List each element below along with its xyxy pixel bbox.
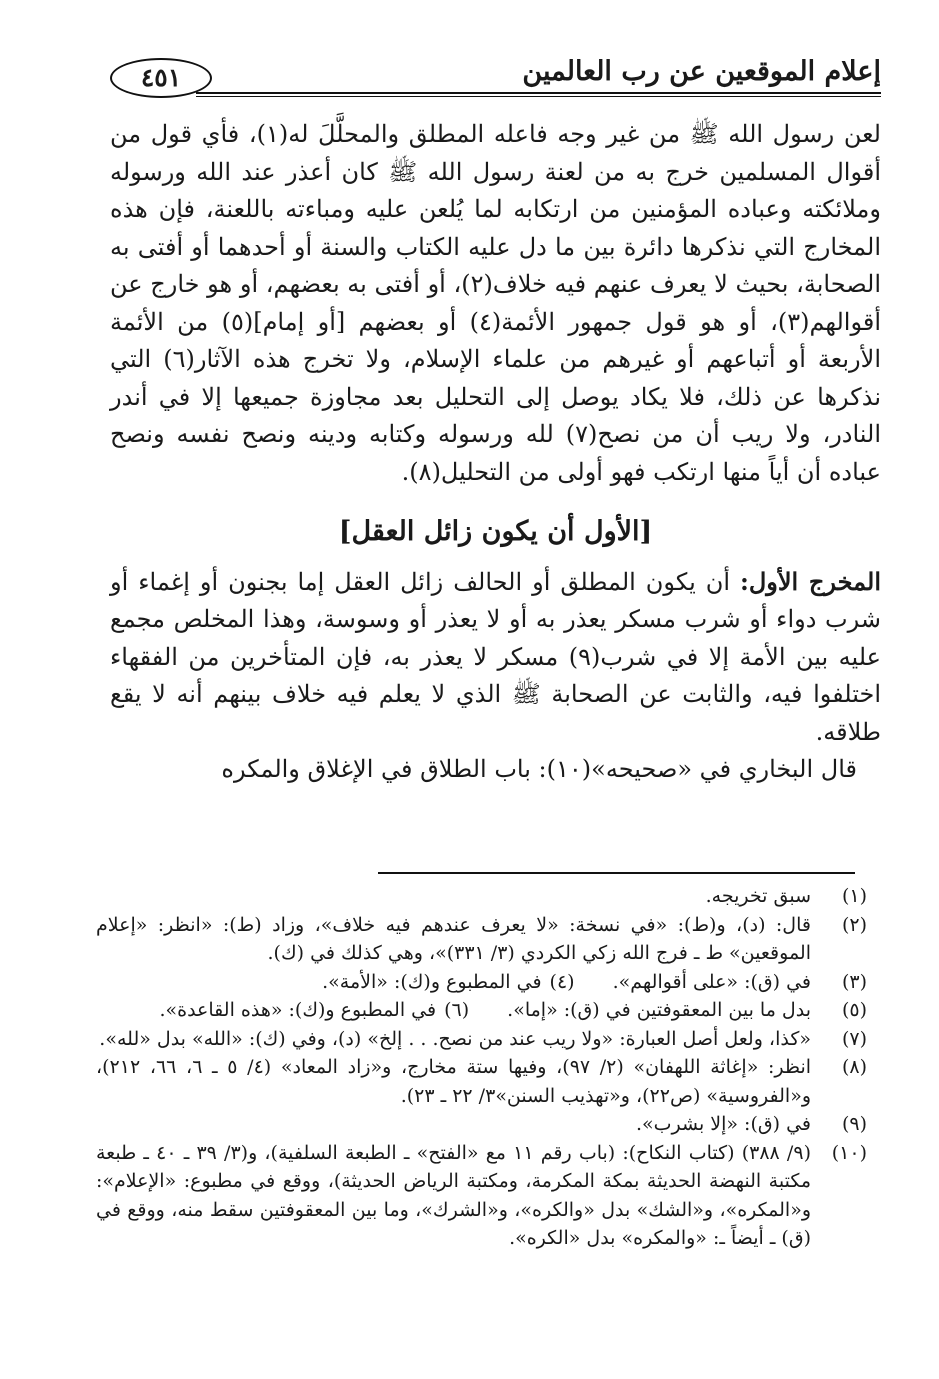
footnote (96, 1053, 867, 1110)
paragraph-3: قال البخاري في «صحيحه»(١٠): باب الطلاق في الإغلاق والمكره (221, 755, 857, 783)
footnote-text: بدل ما بين المعقوفتين في (ق): «إما». (507, 999, 811, 1021)
footnote-number: (٥) (841, 999, 867, 1021)
footnote-text: سبق تخريجه. (705, 885, 811, 907)
footnote-text: (٩/ ٣٨٨) (كتاب النكاح): (باب رقم ١١ مع «الفتح» ـ الطبعة السلفية)، و(٣/ ٣٩ ـ ٤٠ ـ طبعة مكتبة النهضة الحديثة بمكة المكرمة، ومكتبة الرياض الحديثة)، ووقع في مطبوع: «الإعلام»: و«المكره»، و«الشك» بدل «والكره»، و«الشرك»، وما بين المعقوفتين سقط منه، ووقع في (ق) ـ أيضاً ـ: «والمكره» بدل «الكره». (96, 1141, 811, 1249)
footnote-text: «كذا، ولعل أصل العبارة: «ولا ريب عند من نصح. . . إلخ» (د)، وفي (ك): «الله» بدل «لله». (99, 1027, 811, 1050)
footnote-text: في (ق): «على أقوالهم». (612, 970, 811, 993)
footnote-number: (٦) (444, 999, 470, 1021)
footnote-number: (٨) (841, 1056, 867, 1078)
header-rule-thin (196, 96, 881, 97)
paragraph-2 (110, 563, 881, 752)
main-text (110, 116, 881, 789)
footnote-rule (378, 872, 855, 874)
footnote (96, 911, 867, 968)
paragraph-2-text: أن يكون المطلق أو الحالف زائل العقل إما بجنون أو إغماء أو شرب دواء أو شرب مسكر يعذر به أو لا يعذر أو وسوسة، وهذا المخلص مجمع عليه بين الأمة إلا في شرب(٩) مسكر لا يعذر به، فإن المتأخرين من الفقهاء اختلفوا فيه، والثابت عن الصحابة ﷺ الذي لا يعلم فيه خلاف بينهم أنه لا يقع طلاقه. (110, 567, 881, 746)
running-header (96, 46, 881, 98)
book-title: إعلام الموقعين عن رب العالمين (522, 56, 881, 87)
footnote-number: (١) (841, 885, 867, 907)
footnote-number: (٣) (841, 970, 867, 993)
footnote (96, 968, 867, 997)
footnotes (96, 882, 867, 1253)
footnote-text: في المطبوع و(ك): «الأمة». (322, 970, 542, 993)
section-heading: [الأول أن يكون زائل العقل] (338, 516, 653, 547)
footnote-number: (١٠) (831, 1141, 867, 1164)
footnote-number: (٩) (841, 1113, 867, 1135)
footnote-number: (٧) (841, 1027, 867, 1050)
footnote (96, 1110, 867, 1139)
footnote-text: في (ق): «إلا بشرب». (635, 1113, 811, 1135)
paragraph-1: لعن رسول الله ﷺ من غير وجه فاعله المطلق والمحلَّلَ له(١)، فأي قول من أقوال المسلمين خرج به من لعنة رسول الله ﷺ كان أعذر عند الله ورسوله وملائكته وعباده المؤمنين من ارتكابه لما يُلعن عليه ومباءته باللعنة، فإن هذه المخارج التي نذكرها دائرة بين ما دل عليه الكتاب والسنة أو أحدهما أو أفتى به الصحابة، بحيث لا يعرف عنهم فيه خلاف(٢)، أو أفتى به بعضهم، أو هو خارج عن أقوالهم(٣)، أو هو قول جمهور الأئمة(٤) أو بعضهم [أو إمام](٥) من الأئمة الأربعة أو أتباعهم أو غيرهم من علماء الإسلام، ولا تخرج هذه الآثار(٦) التي نذكرها عن ذلك، فلا يكاد يوصل إلى التحليل بعد مجاوزة جميعها إلا في أندر النادر، ولا ريب أن من نصح(٧) لله ورسوله وكتابه ودينه ونصح نفسه ونصح عباده أن أياً منها ارتكب فهو أولى من التحليل(٨). (110, 120, 882, 486)
footnote (96, 1025, 867, 1054)
footnote-text: قال: (د)، و(ط): «في نسخة: «لا يعرف عندهم فيه خلاف»، وزاد (ط): «انظر: «إعلام الموقعين» ط ـ فرج الله زكي الكردي (٣/ ٣٣١)»، وهي كذلك في (ك). (96, 913, 811, 964)
header-rule (196, 92, 881, 94)
footnote (96, 996, 867, 1025)
footnote-text: في المطبوع و(ك): «هذه القاعدة». (159, 999, 437, 1021)
footnote-number: (٢) (841, 913, 867, 936)
footnote-text: انظر: «إغاثة اللهفان» (٢/ ٩٧)، وفيها ستة مخارج، و«زاد المعاد» (٤/ ٥ ـ ٦، ٦٦، ٢١٢)، و«الفروسية» (ص٢٢)، و«تهذيب السنن»٣/ ٢٢ ـ ٢٣). (96, 1056, 812, 1107)
footnote (96, 882, 867, 911)
footnote (96, 1139, 867, 1253)
page-number: ٤٥١ (110, 58, 212, 98)
footnote-number: (٤) (549, 970, 575, 993)
paragraph-2-lead: المخرج الأول: (739, 566, 881, 596)
